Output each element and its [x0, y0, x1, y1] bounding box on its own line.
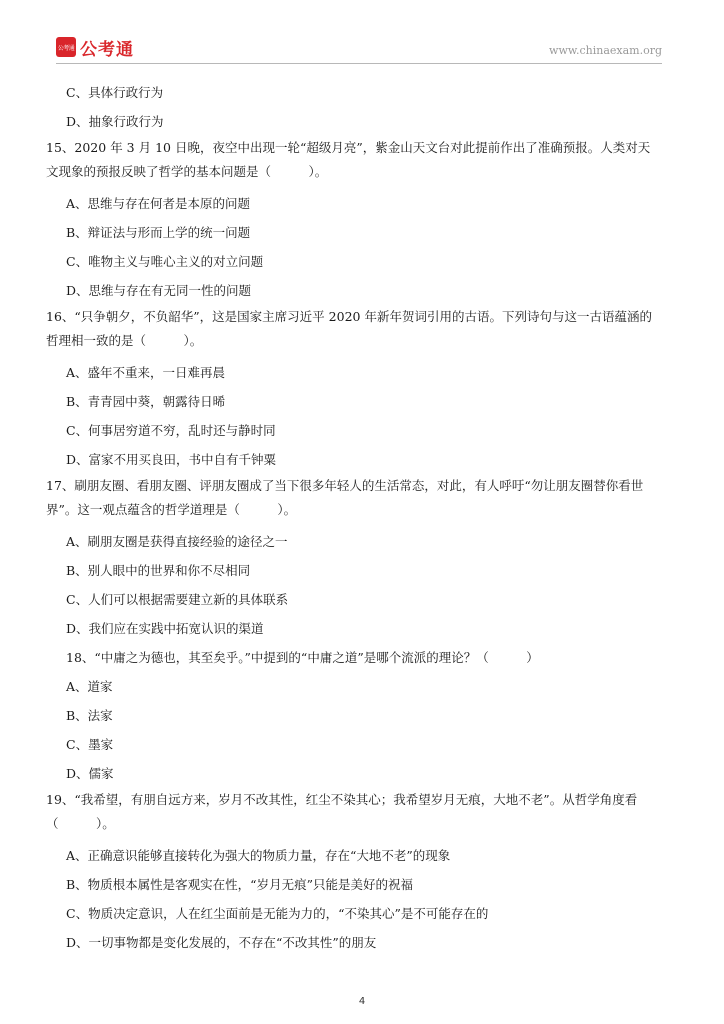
- header-divider: [56, 63, 662, 64]
- question-17-line-1: 17、刷朋友圈、看朋友圈、评朋友圈成了当下很多年轻人的生活常态，对此，有人呼吁“勿让朋友圈替你看世: [46, 478, 644, 493]
- logo-text: 公考通: [80, 39, 134, 60]
- option-b-q15: B、辩证法与形而上学的统一问题: [66, 225, 251, 240]
- option-b-q17: B、别人眼中的世界和你不尽相同: [66, 563, 251, 578]
- question-18: 18、“中庸之为德也，其至矣乎。”中提到的“中庸之道”是哪个流派的理论？（ ）: [66, 650, 539, 665]
- logo-badge-icon: 公考通: [56, 37, 76, 57]
- document-body: [46, 78, 662, 957]
- question-19-line-1: 19、“我希望，有朋自远方来，岁月不改其性，红尘不染其心；我希望岁月无痕，大地不老”。从哲学角度看: [46, 792, 638, 807]
- option-a-q18: A、道家: [66, 679, 113, 694]
- site-url: www.chinaexam.org: [549, 44, 662, 57]
- option-b-q19: B、物质根本属性是客观实在性，“岁月无痕”只能是美好的祝福: [66, 877, 413, 892]
- option-d-q14: D、抽象行政行为: [66, 114, 164, 129]
- option-c-q17: C、人们可以根据需要建立新的具体联系: [66, 592, 289, 607]
- option-c-q14: C、具体行政行为: [66, 85, 164, 100]
- page-header: [56, 36, 662, 62]
- option-a-q19: A、正确意识能够直接转化为强大的物质力量，存在“大地不老”的现象: [66, 848, 451, 863]
- question-15-line-1: 15、2020 年 3 月 10 日晚，夜空中出现一轮“超级月亮”，紫金山天文台对此提前作出了准确预报。人类对天: [46, 140, 651, 155]
- question-16-line-1: 16、“只争朝夕，不负韶华”，这是国家主席习近平 2020 年新年贺词引用的古语。下列诗句与这一古语蕴涵的: [46, 309, 652, 324]
- option-d-q16: D、富家不用买良田，书中自有千钟粟: [66, 452, 277, 467]
- option-c-q18: C、墨家: [66, 737, 114, 752]
- option-c-q15: C、唯物主义与唯心主义的对立问题: [66, 254, 264, 269]
- option-b-q16: B、青青园中葵，朝露待日晞: [66, 394, 226, 409]
- option-c-q19: C、物质决定意识，人在红尘面前是无能为力的，“不染其心”是不可能存在的: [66, 906, 489, 921]
- question-19-line-2: （ ）。: [46, 816, 115, 831]
- brand-logo: [56, 36, 134, 58]
- option-d-q17: D、我们应在实践中拓宽认识的渠道: [66, 621, 264, 636]
- option-d-q15: D、思维与存在有无同一性的问题: [66, 283, 252, 298]
- question-16-line-2: 哲理相一致的是（ ）。: [46, 333, 203, 348]
- question-17-line-2: 界”。这一观点蕴含的哲学道理是（ ）。: [46, 502, 297, 517]
- option-c-q16: C、何事居穷道不穷，乱时还与静时同: [66, 423, 276, 438]
- option-a-q16: A、盛年不重来，一日难再晨: [66, 365, 226, 380]
- option-d-q18: D、儒家: [66, 766, 114, 781]
- question-15-line-2: 文现象的预报反映了哲学的基本问题是（ ）。: [46, 164, 328, 179]
- option-a-q17: A、刷朋友圈是获得直接经验的途径之一: [66, 534, 288, 549]
- option-b-q18: B、法家: [66, 708, 113, 723]
- option-a-q15: A、思维与存在何者是本原的问题: [66, 196, 251, 211]
- option-d-q19: D、一切事物都是变化发展的，不存在“不改其性”的朋友: [66, 935, 377, 950]
- page-number: 4: [358, 996, 366, 1007]
